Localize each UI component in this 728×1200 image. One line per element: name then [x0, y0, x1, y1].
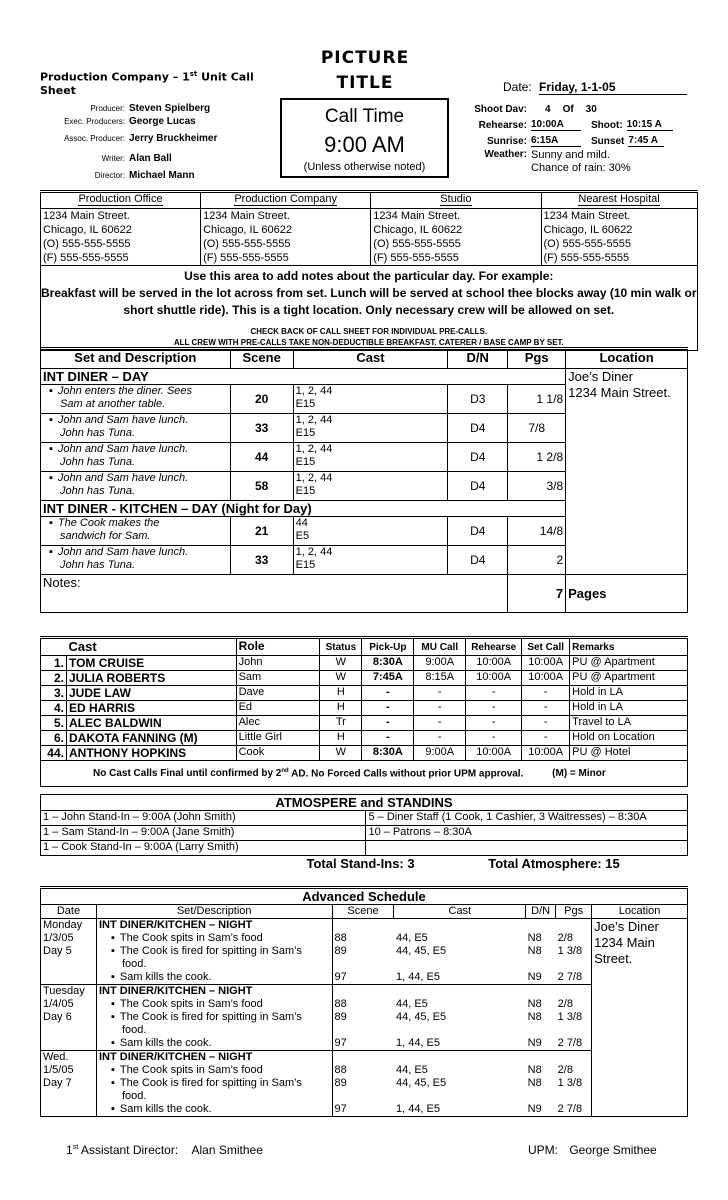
atmosphere-title: ATMOSPERE and STANDINS	[41, 795, 688, 811]
cast-row: 6. DAKOTA FANNING (M) Little Girl H - - - - Hold on Location	[41, 731, 688, 746]
schedule-table: Set and Description Scene Cast D/N Pgs Location INT DINER – DAY Joe’s Diner 1234 Main Street. ▪ John enters the diner. Sees Sam at another table. 20 1, 2, 44 E15 D3 1 1/8 ▪ John and Sam have lunch. John has Tuna. 33 1, 2, 44 E15 D4 7/8 ▪ John and Sam have lunch. John has Tuna. 44 1, 2, 44 E15 D4 1 2/8 ▪ John and Sam have lunch. John has Tuna. 58 1, 2, 44 E15 D4 3/8 INT DINER - KITCHEN – DAY (Night for Day) ▪ The Cook makes the sandwich for Sam. 21 44 E5 D4 14/8 ▪ John and Sam have lunch. John has Tuna. 33 1, 2, 44 E15 D4 2 Notes: 7 Pages	[40, 347, 688, 613]
scene-row: ▪ The Cook makes the sandwich for Sam. 21 44 E5 D4 14/8	[41, 517, 688, 546]
cast-table: Cast Role Status Pick-Up MU Call Rehearse Set Call Remarks 1. TOM CRUISE John W 8:30A 9:00A 10:00A 10:00A PU @ Apartment 2. JULIA ROBERTS Sam W 7:45A 8:15A 10:00A 10:00A PU @ Apartment 3. JUDE LAW Dave H - - - - Hold in LA 4. ED HARRIS Ed H - - - - Hold in LA 5. ALEC BALDWIN Alec Tr - - - - Travel to LA 6. DAKOTA FANNING (M) Little Girl H - - - - Hold on Location 44. ANTHONY HOPKINS Cook W 8:30A 9:00A 10:00A 10:00A PU @ Hotel No Cast Calls Final until confirmed by 2nd AD. No Forced Calls without prior UPM approval. (M) = Minor	[40, 636, 688, 787]
cast-row: 2. JULIA ROBERTS Sam W 7:45A 8:15A 10:00A 10:00A PU @ Apartment	[41, 671, 688, 686]
upm: UPM: George Smithee	[528, 1143, 657, 1157]
address: 1234 Main Street. Chicago, IL 60622 (O) 555-555-5555 (F) 555-555-5555	[541, 209, 697, 266]
production-company: Production Company – 1st Unit Call Sheet	[40, 70, 254, 97]
advanced-day: Monday 1/3/05 Day 5 INT DINER/KITCHEN – NIGHT ▪ The Cook spits in Sam’s food ▪ The Cook is fired for spitting in Sam’s food. ▪ Sam kills the cook. 88 89 97 44, E5 44, 45, E5 1, 44, E5 N8 N8 N9 2/8 1 3/8 2 7/8 Joe’s Diner 1234 Main Street.	[41, 919, 688, 985]
advanced-day: Wed. 1/5/05 Day 7 INT DINER/KITCHEN – NIGHT ▪ The Cook spits in Sam’s food ▪ The Cook is fired for spitting in Sam’s food. ▪ Sam kills the cook. 88 89 97 44, E5 44, 45, E5 1, 44, E5 N8 N8 N9 2/8 1 3/8 2 7/8	[41, 1051, 688, 1117]
locations-table: Production Office Production Company Studio Nearest Hospital 1234 Main Street. Chicago, IL 60622 (O) 555-555-5555 (F) 555-555-5555 1234 Main Street. Chicago, IL 60622 (O) 555-555-5555 (F) 555-555-5555 1234 Main Street. Chicago, IL 60622 (O) 555-555-5555 (F) 555-555-5555 1234 Main Street. Chicago, IL 60622 (O) 555-555-5555 (F) 555-555-5555 Use this area to add notes about the particular day. For example: Breakfast will be served in the lot across from set. Lunch will be served at school thee blocks away (10 min walk or short shuttle ride). This is a tight location. Only necessary crew will be allowed on set. CHECK BACK OF CALL SHEET FOR INDIVIDUAL PRE-CALLS. ALL CREW WITH PRE-CALLS TAKE NON-DEDUCTIBLE BREAKFAST. CATERER / BASE CAMP BY SET.	[40, 190, 698, 351]
schedule-location: Joe’s Diner 1234 Main Street.	[566, 369, 688, 575]
scene-row: ▪ John and Sam have lunch. John has Tuna. 44 1, 2, 44 E15 D4 1 2/8	[41, 443, 688, 472]
address: 1234 Main Street. Chicago, IL 60622 (O) 555-555-5555 (F) 555-555-5555	[201, 209, 371, 266]
call-time: 9:00 AM	[324, 132, 405, 157]
picture-title: PICTURE TITLE	[320, 48, 410, 93]
scene-row: ▪ John and Sam have lunch. John has Tuna. 33 1, 2, 44 E15 D4 7/8	[41, 414, 688, 443]
notes-label: Notes:	[41, 575, 508, 613]
crew-list	[40, 100, 280, 184]
assistant-director: 1st Assistant Director: Alan Smithee	[66, 1143, 263, 1157]
call-time-box	[280, 98, 449, 178]
advanced-day: Tuesday 1/4/05 Day 6 INT DINER/KITCHEN – NIGHT ▪ The Cook spits in Sam’s food ▪ The Cook is fired for spitting in Sam’s food. ▪ Sam kills the cook. 88 89 97 44, E5 44, 45, E5 1, 44, E5 N8 N8 N9 2/8 1 3/8 2 7/8	[41, 985, 688, 1051]
advanced-location: Joe’s Diner 1234 Main Street.	[592, 919, 688, 1117]
set-heading: INT DINER - KITCHEN – DAY (Night for Day)	[41, 501, 566, 517]
crew-row: Producer: Steven Spielberg	[90, 103, 211, 114]
set-heading: INT DINER – DAY	[41, 369, 566, 385]
crew-row: Director: Michael Mann	[94, 170, 195, 181]
cast-row: 3. JUDE LAW Dave H - - - - Hold in LA	[41, 686, 688, 701]
advanced-schedule-table: Advanced Schedule Date Set/Description Scene Cast D/N Pgs Location Monday 1/3/05 Day 5 INT DINER/KITCHEN – NIGHT ▪ The Cook spits in Sam’s food ▪ The Cook is fired for spitting in Sam’s food. ▪ Sam kills the cook. 88 89 97 44, E5 44, 45, E5 1, 44, E5 N8 N8 N9 2/8 1 3/8 2 7/8 Joe’s Diner 1234 Main Street. Tuesday 1/4/05 Day 6 INT DINER/KITCHEN – NIGHT ▪ The Cook spits in Sam’s food ▪ The Cook is fired for spitting in Sam’s food. ▪ Sam kills the cook. 88 89 97 44, E5 44, 45, E5 1, 44, E5 N8 N8 N9 2/8 1 3/8 2 7/8 Wed. 1/5/05 Day 7 INT DINER/KITCHEN – NIGHT ▪ The Cook spits in Sam’s food ▪ The Cook is fired for spitting in Sam’s food. ▪ Sam kills the cook. 88 89 97 44, E5 44, 45, E5 1, 44, E5 N8 N8 N9 2/8 1 3/8 2 7/8	[40, 886, 688, 1117]
total-pages: 7	[508, 575, 566, 613]
daily-notes: Use this area to add notes about the particular day. For example: Breakfast will be served in the lot across from set. Lunch will be served at school thee blocks away (10 min walk or short shuttle ride). This is a tight location. Only necessary crew will be allowed on set. CHECK BACK OF CALL SHEET FOR INDIVIDUAL PRE-CALLS. ALL CREW WITH PRE-CALLS TAKE NON-DEDUCTIBLE BREAKFAST. CATERER / BASE CAMP BY SET.	[41, 266, 698, 351]
date-line: Date: Friday, 1-1-05	[485, 80, 690, 95]
pages-label: Pages	[566, 575, 688, 613]
address: 1234 Main Street. Chicago, IL 60622 (O) 555-555-5555 (F) 555-555-5555	[41, 209, 201, 266]
cast-row: 44. ANTHONY HOPKINS Cook W 8:30A 9:00A 10:00A 10:00A PU @ Hotel	[41, 746, 688, 761]
cast-row: 4. ED HARRIS Ed H - - - - Hold in LA	[41, 701, 688, 716]
cast-row: 1. TOM CRUISE John W 8:30A 9:00A 10:00A 10:00A PU @ Apartment	[41, 656, 688, 671]
scene-row: ▪ John and Sam have lunch. John has Tuna. 58 1, 2, 44 E15 D4 3/8	[41, 472, 688, 501]
call-time-note: (Unless otherwise noted)	[303, 161, 426, 173]
atmosphere-table: ATMOSPERE and STANDINS 1 – John Stand-In – 9:00A (John Smith) 5 – Diner Staff (1 Cook, 1 Cashier, 3 Waitresses) – 8:30A 1 – Sam Stand-In – 9:00A (Jane Smith) 10 – Patrons – 8:30A 1 – Cook Stand-In – 9:00A (Larry Smith) Total Stand-Ins: 3 Total Atmosphere: 15	[40, 794, 688, 872]
shoot-info: Shoot Dav: 4 Of 30 Rehearse: 10:00A Shoot: 10:15 A Sunrise: 6:15A Sunset 7:45 A Weather: Sunny and mild. Chance of rain: 30%	[463, 101, 693, 175]
scene-row: ▪ John and Sam have lunch. John has Tuna. 33 1, 2, 44 E15 D4 2	[41, 546, 688, 575]
crew-row: Exec. Producers: George Lucas	[64, 116, 196, 127]
date-value: Friday, 1-1-05	[539, 80, 687, 95]
cast-row: 5. ALEC BALDWIN Alec Tr - - - - Travel to LA	[41, 716, 688, 731]
crew-row: Assoc. Producer: Jerry Bruckheimer	[64, 133, 218, 144]
advanced-title: Advanced Schedule	[41, 888, 688, 905]
total-standins: Total Stand-Ins: 3	[306, 856, 415, 871]
crew-row: Writer: Alan Ball	[101, 153, 172, 164]
scene-row: ▪ John enters the diner. Sees Sam at another table. 20 1, 2, 44 E15 D3 1 1/8	[41, 385, 688, 414]
call-time-label: Call Time	[324, 106, 405, 127]
cast-note: No Cast Calls Final until confirmed by 2nd AD. No Forced Calls without prior UPM approval. (M) = Minor	[41, 761, 688, 787]
address: 1234 Main Street. Chicago, IL 60622 (O) 555-555-5555 (F) 555-555-5555	[371, 209, 541, 266]
total-atmosphere: Total Atmosphere: 15	[488, 856, 620, 871]
